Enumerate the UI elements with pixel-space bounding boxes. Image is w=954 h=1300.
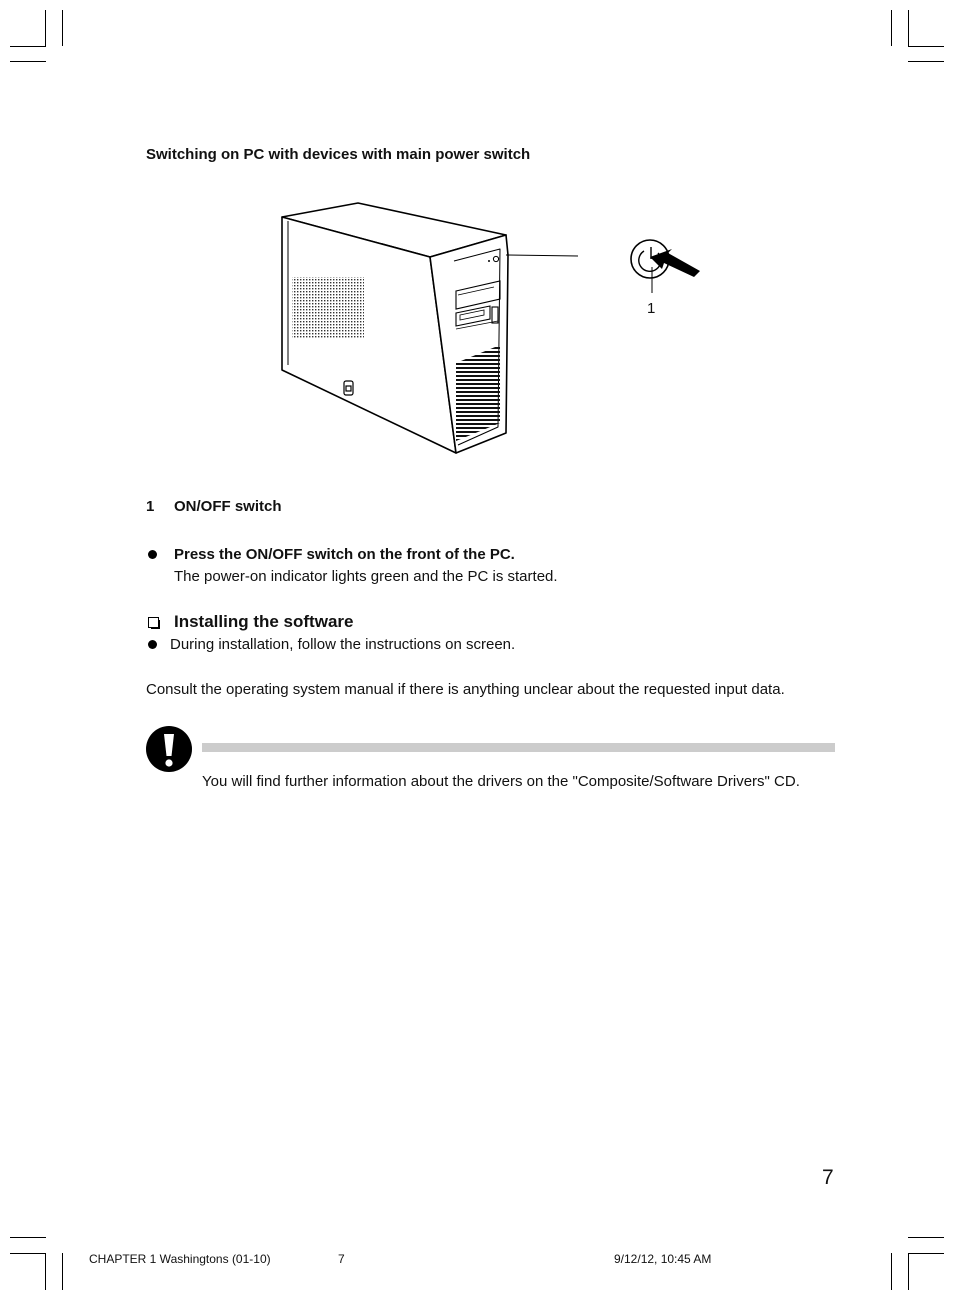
crop-mark (62, 10, 63, 46)
crop-mark (891, 1253, 892, 1290)
software-paragraph: Consult the operating system manual if there is anything unclear about the requested input data. (146, 681, 785, 698)
footer-page: 7 (338, 1252, 345, 1266)
legend-number: 1 (146, 498, 155, 515)
crop-mark (10, 1253, 46, 1254)
crop-mark (891, 10, 892, 46)
bullet-icon (148, 640, 157, 649)
section-heading: Switching on PC with devices with main power switch (146, 146, 531, 163)
exclamation-icon (146, 726, 192, 772)
crop-mark (908, 1253, 909, 1290)
crop-mark (62, 1253, 63, 1290)
crop-mark (908, 46, 944, 47)
crop-mark (908, 1237, 944, 1238)
crop-mark (908, 1253, 944, 1254)
page-number: 7 (822, 1166, 834, 1189)
footer-timestamp: 9/12/12, 10:45 AM (614, 1252, 712, 1266)
crop-mark (45, 10, 46, 46)
crop-mark (10, 1237, 46, 1238)
crop-mark (10, 61, 46, 62)
crop-mark (908, 61, 944, 62)
software-bullet-text: During installation, follow the instructions on screen. (170, 636, 516, 653)
pc-tower-illustration (270, 195, 720, 460)
callout-number: 1 (647, 300, 656, 317)
footer-chapter: CHAPTER 1 Washingtons (01-10) (89, 1252, 271, 1266)
legend-label: ON/OFF switch (174, 498, 282, 515)
crop-mark (908, 10, 909, 46)
note-bar (202, 743, 835, 752)
step-result: The power-on indicator lights green and the PC is started. (174, 568, 558, 585)
note-text: You will find further information about the drivers on the "Composite/Software Drivers" CD. (202, 773, 800, 790)
checkbox-square-icon (148, 617, 159, 628)
step-instruction: Press the ON/OFF switch on the front of the PC. (174, 546, 515, 563)
crop-mark (10, 46, 46, 47)
bullet-icon (148, 550, 157, 559)
software-heading: Installing the software (174, 612, 354, 631)
crop-mark (45, 1253, 46, 1290)
